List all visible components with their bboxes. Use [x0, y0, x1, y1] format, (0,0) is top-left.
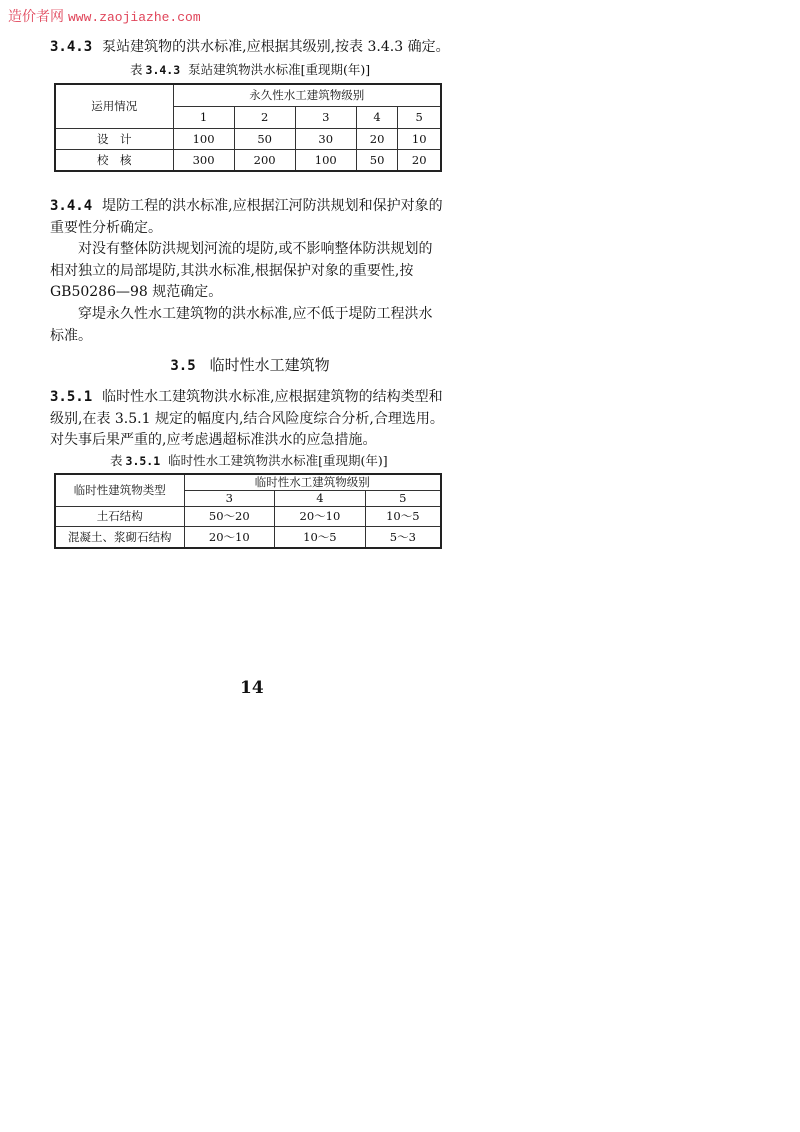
level-cell: 3 — [184, 490, 275, 506]
text-line: 对失事后果严重的,应考虑遇超标准洪水的应急措施。 — [50, 432, 377, 449]
table-row — [55, 128, 441, 149]
page-number: 14 — [240, 678, 264, 698]
table-row — [55, 527, 441, 548]
section-number: 3.5 — [170, 358, 196, 374]
row-label: 设 计 — [55, 128, 173, 149]
table-1-caption — [130, 62, 370, 78]
clause-number: 3.5.1 — [50, 389, 93, 405]
caption-number: 3.5.1 — [125, 454, 161, 468]
table-cell: 50～20 — [184, 506, 275, 527]
level-cell: 4 — [275, 490, 366, 506]
table-cell: 20 — [398, 149, 441, 171]
text-line: 相对独立的局部堤防,其洪水标准,根据保护对象的重要性,按 — [50, 262, 414, 279]
table-2-caption — [110, 453, 388, 469]
clause-text: 泵站建筑物的洪水标准,应根据其级别,按表 3.4.3 确定。 — [102, 39, 450, 55]
level-cell: 4 — [356, 106, 398, 128]
caption-number: 3.4.3 — [145, 63, 181, 77]
text-line: 重要性分析确定。 — [50, 219, 162, 236]
level-cell: 5 — [398, 106, 441, 128]
table-pump-station-flood-standard — [54, 83, 442, 172]
clause-3-4-3 — [50, 37, 450, 59]
row-label: 混凝土、浆砌石结构 — [55, 527, 184, 548]
text-line: 临时性水工建筑物洪水标准,应根据建筑物的结构类型和 — [102, 389, 443, 405]
text-line: 对没有整体防洪规划河流的堤防,或不影响整体防洪规划的 — [78, 241, 433, 258]
row-header: 临时性建筑物类型 — [55, 474, 184, 506]
table-cell: 200 — [234, 149, 295, 171]
clause-number: 3.4.4 — [50, 198, 93, 214]
table-cell: 10～5 — [275, 527, 366, 548]
watermark-url: www.zaojiazhe.com — [68, 10, 201, 25]
clause-number: 3.4.3 — [50, 39, 93, 55]
section-title: 临时性水工建筑物 — [209, 356, 330, 374]
table-cell: 20 — [356, 128, 398, 149]
table-cell: 5～3 — [365, 527, 441, 548]
level-cell: 5 — [365, 490, 441, 506]
caption-prefix: 表 — [130, 62, 143, 77]
table-cell: 100 — [295, 149, 356, 171]
table-cell: 30 — [295, 128, 356, 149]
text-line: 标准。 — [50, 327, 92, 344]
level-cell: 3 — [295, 106, 356, 128]
group-header: 永久性水工建筑物级别 — [173, 84, 441, 106]
row-label: 土石结构 — [55, 506, 184, 527]
row-label: 校 核 — [55, 149, 173, 171]
text-line: 级别,在表 3.5.1 规定的幅度内,结合风险度综合分析,合理选用。 — [50, 410, 444, 427]
table-cell: 20～10 — [275, 506, 366, 527]
watermark-name: 造价者网 — [8, 9, 64, 25]
level-cell: 1 — [173, 106, 234, 128]
table-cell: 50 — [356, 149, 398, 171]
table-cell: 50 — [234, 128, 295, 149]
group-header: 临时性水工建筑物级别 — [184, 474, 441, 490]
clause-3-5-1 — [50, 387, 444, 452]
table-cell: 20～10 — [184, 527, 275, 548]
section-heading — [0, 355, 650, 376]
caption-prefix: 表 — [110, 453, 123, 468]
table-cell: 100 — [173, 128, 234, 149]
table-cell: 10～5 — [365, 506, 441, 527]
clause-3-4-4 — [50, 196, 443, 347]
table-temporary-structure-flood-standard — [54, 473, 442, 549]
table-cell: 10 — [398, 128, 441, 149]
table-cell: 300 — [173, 149, 234, 171]
text-line: GB50286—98 规范确定。 — [50, 284, 223, 301]
watermark — [8, 6, 201, 26]
caption-text: 泵站建筑物洪水标准[重现期(年)] — [188, 62, 371, 77]
text-line: 堤防工程的洪水标准,应根据江河防洪规划和保护对象的 — [102, 198, 443, 214]
text-line: 穿堤永久性水工建筑物的洪水标准,应不低于堤防工程洪水 — [78, 305, 433, 322]
table-row — [55, 506, 441, 527]
row-header: 运用情况 — [55, 84, 173, 128]
table-row — [55, 149, 441, 171]
caption-text: 临时性水工建筑物洪水标准[重现期(年)] — [168, 453, 388, 468]
level-cell: 2 — [234, 106, 295, 128]
